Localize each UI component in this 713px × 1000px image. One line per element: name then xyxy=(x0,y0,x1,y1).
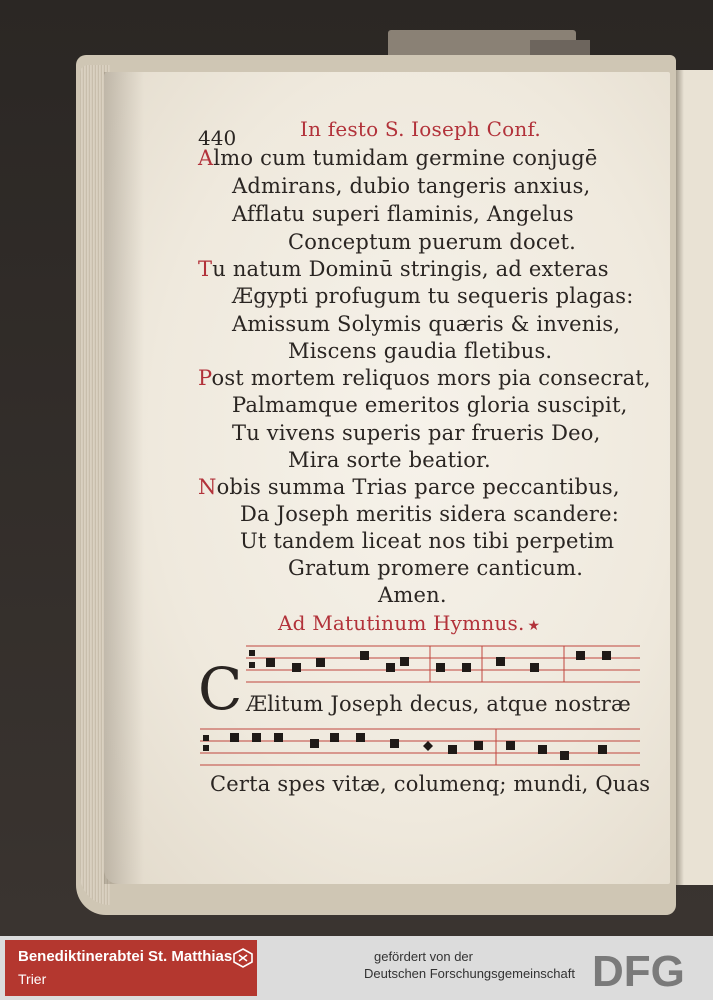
institution-city: Trier xyxy=(18,971,47,987)
stanza-line: Gratum promere canticum. xyxy=(288,556,584,580)
chant-text-line: Certa spes vitæ, columenq; mundi, Quas xyxy=(210,772,651,796)
amen: Amen. xyxy=(378,583,447,607)
facing-page xyxy=(676,70,713,885)
star-icon: ★ xyxy=(527,618,541,634)
rubric-initial: T xyxy=(198,257,213,281)
institution-name: Benediktinerabtei St. Matthias xyxy=(18,948,233,965)
funding-line-1: gefördert von der xyxy=(373,949,473,964)
stanza-line xyxy=(198,366,651,390)
chant-text-line: Ælitum Joseph decus, atque nostræ xyxy=(246,692,631,716)
institution-logo[interactable] xyxy=(5,940,257,996)
dfg-logo-text: DFG xyxy=(592,947,685,992)
dfg-logo[interactable] xyxy=(590,946,705,992)
line-text: ost mortem reliquos mors pia consecrat, xyxy=(211,366,651,390)
chant-initial: C xyxy=(198,655,243,723)
stanza-line: Conceptum puerum docet. xyxy=(288,230,576,254)
line-text: u natum Dominū stringis, ad exteras xyxy=(212,257,609,281)
page-number: 440 xyxy=(198,126,237,150)
abbey-emblem-icon xyxy=(233,948,253,968)
stanza-line xyxy=(198,475,620,499)
rubric-initial: A xyxy=(198,146,214,170)
gutter-shadow xyxy=(104,72,144,884)
rubric-initial: P xyxy=(198,366,212,390)
stanza-line xyxy=(198,257,609,281)
music-staff xyxy=(246,644,640,688)
stanza-line xyxy=(198,146,598,170)
funding-line-2: Deutschen Forschungsgemeinschaft xyxy=(363,966,575,981)
stanza-line: Mira sorte beatior. xyxy=(288,448,491,472)
stanza-line: Amissum Solymis quæris & invenis, xyxy=(232,312,621,336)
hymn-heading-text: Ad Matutinum Hymnus. xyxy=(278,611,525,635)
hymn-heading xyxy=(278,611,540,635)
stanza-line: Ut tandem liceat nos tibi perpetim xyxy=(240,529,615,553)
line-text: obis summa Trias parce peccantibus, xyxy=(216,475,620,499)
stanza-line: Ægypti profugum tu sequeris plagas: xyxy=(232,284,634,308)
footer-bar xyxy=(0,936,713,1000)
stanza-line: Miscens gaudia fletibus. xyxy=(288,339,553,363)
music-staff xyxy=(200,725,640,773)
page-heading: In festo S. Ioseph Conf. xyxy=(300,117,541,141)
stanza-line: Tu vivens superis par frueris Deo, xyxy=(232,421,601,445)
stanza-line: Afflatu superi flaminis, Angelus xyxy=(232,202,574,226)
stanza-line: Palmamque emeritos gloria suscipit, xyxy=(232,393,628,417)
line-text: lmo cum tumidam germine conjugē xyxy=(213,146,598,170)
rubric-initial: N xyxy=(198,475,217,499)
stanza-line: Da Joseph meritis sidera scandere: xyxy=(240,502,620,526)
stanza-line: Admirans, dubio tangeris anxius, xyxy=(232,174,591,198)
